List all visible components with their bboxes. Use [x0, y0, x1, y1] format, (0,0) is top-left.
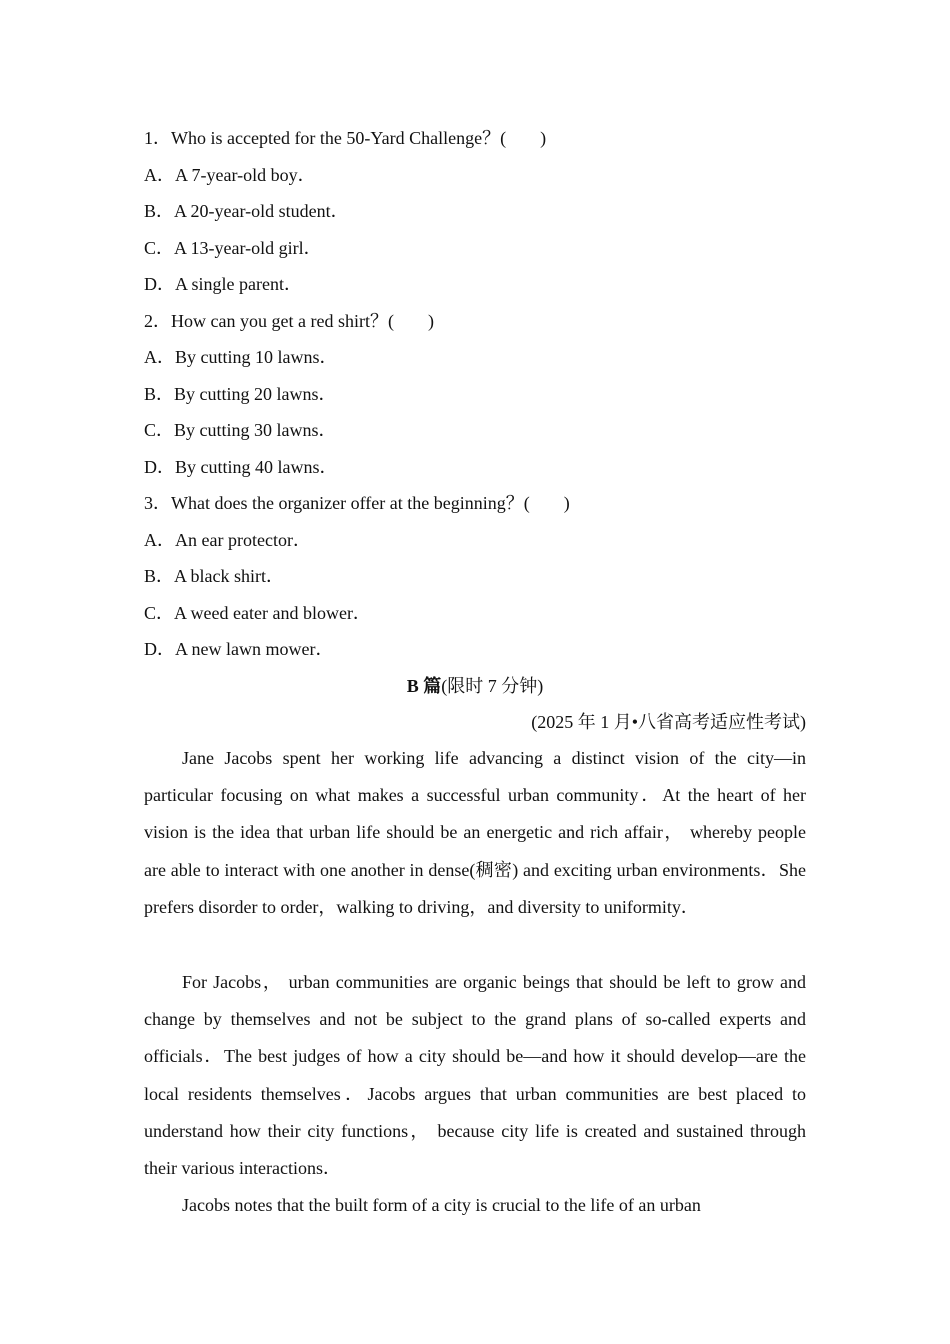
bracket-close: ): [540, 128, 547, 148]
passage-paragraph-2: For Jacobs， urban communities are organic beings that should be left to grow and change by themselves and not be subject to the grand plans of so-called experts and officials．The best judges of how a city should be—and how it should develop—are the local residents themselves．Jacobs argues that urban communities are best placed to understand how their city functions， because city life is created and sustained through their various interactions．: [144, 972, 806, 1179]
option-2d: [144, 456, 338, 478]
question-number: 3．: [144, 493, 171, 513]
question-2-stem: [144, 310, 434, 332]
section-title: [144, 675, 806, 697]
option-3d: [144, 638, 333, 660]
option-text: A weed eater and blower．: [174, 603, 371, 623]
option-text: A 20-year-old student．: [174, 201, 349, 221]
section-title-bold: B 篇: [406, 676, 442, 696]
option-letter: A．: [144, 165, 175, 185]
option-letter: D．: [144, 457, 175, 477]
option-letter: A．: [144, 530, 175, 550]
option-3a: [144, 529, 311, 551]
option-text: A 7-year-old boy．: [175, 165, 316, 185]
passage-paragraph-3: Jacobs notes that the built form of a city is crucial to the life of an urban: [182, 1195, 701, 1215]
option-1a: [144, 164, 316, 186]
option-letter: C．: [144, 603, 175, 623]
option-text: A new lawn mower．: [175, 639, 334, 659]
option-2c: [144, 419, 337, 441]
option-1b: [144, 200, 349, 222]
option-3b: [144, 565, 284, 587]
option-text: By cutting 10 lawns．: [175, 347, 338, 367]
option-letter: C．: [144, 238, 175, 258]
option-letter: D．: [144, 639, 175, 659]
passage-paragraph-1: Jane Jacobs spent her working life advancing a distinct vision of the city—in particular focusing on what makes a successful urban community．At the heart of her vision is the idea that urban life should be an energetic and rich affair， whereby people are able to interact with one another in dense(稠密) and exciting urban environments．She prefers disorder to order，walking to driving，and diversity to uniformity．: [144, 748, 806, 917]
option-text: A black shirt．: [174, 566, 285, 586]
section-time-limit: (限时 7 分钟): [441, 676, 544, 696]
option-text: A 13-year-old girl．: [174, 238, 322, 258]
option-letter: B．: [144, 566, 175, 586]
option-3c: [144, 602, 371, 624]
question-number: 1．: [144, 128, 171, 148]
option-text: By cutting 40 lawns．: [175, 457, 338, 477]
bracket-close: ): [563, 493, 570, 513]
question-3-stem: [144, 492, 570, 514]
question-text: Who is accepted for the 50-Yard Challenge？(: [171, 128, 507, 148]
option-text: By cutting 20 lawns．: [174, 384, 337, 404]
option-letter: A．: [144, 347, 175, 367]
option-letter: C．: [144, 420, 175, 440]
option-2b: [144, 383, 337, 405]
option-1d: [144, 273, 302, 295]
option-1c: [144, 237, 322, 259]
question-number: 2．: [144, 311, 171, 331]
option-letter: D．: [144, 274, 175, 294]
section-source: (2025 年 1 月•八省高考适应性考试): [531, 712, 806, 732]
option-letter: B．: [144, 384, 175, 404]
option-letter: B．: [144, 201, 175, 221]
question-1-stem: [144, 127, 546, 149]
option-text: A single parent．: [175, 274, 302, 294]
question-text: How can you get a red shirt？(: [171, 311, 394, 331]
question-text: What does the organizer offer at the beginning？(: [171, 493, 530, 513]
bracket-close: ): [427, 311, 434, 331]
option-text: By cutting 30 lawns．: [174, 420, 337, 440]
option-text: An ear protector．: [175, 530, 311, 550]
option-2a: [144, 346, 338, 368]
